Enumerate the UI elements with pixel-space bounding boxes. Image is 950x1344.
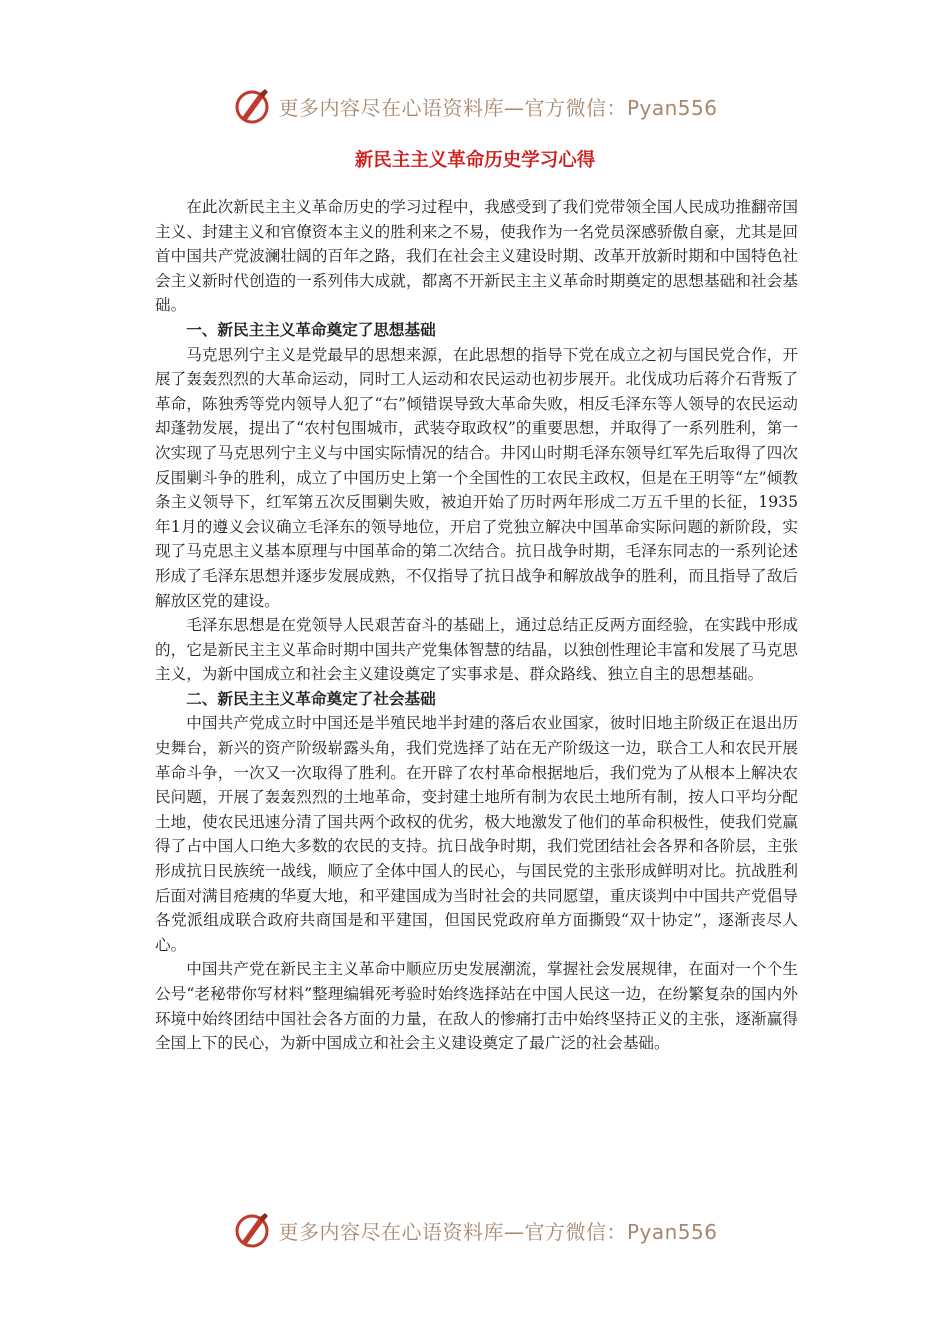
paragraph: 马克思列宁主义是党最早的思想来源，在此思想的指导下党在成立之初与国民党合作，开展了轰轰烈烈的大革命运动，同时工人运动和农民运动也初步展开。北伐成功后蒋介石背叛了革命，陈独秀等党内领导人犯了“右”倾错误导致大革命失败，相反毛泽东等人领导的农民运动却蓬勃发展，提出了“农村包围城市，武装夺取政权”的重要思想，并取得了一系列胜利，第一次实现了马克思列宁主义与中国实际情况的结合。井冈山时期毛泽东领导红军先后取得了四次反围剿斗争的胜利，成立了中国历史上第一个全国性的工农民主政权，但是在王明等“左”倾教条主义领导下，红军第五次反围剿失败，被迫开始了历时两年形成二万五千里的长征，1935年1月的遵义会议确立毛泽东的领导地位，开启了党独立解决中国革命实际问题的新阶段，实现了马克思主义基本原理与中国革命的第二次结合。抗日战争时期，毛泽东同志的一系列论述形成了毛泽东思想并逐步发展成熟，不仅指导了抗日战争和解放战争的胜利，而且指导了敌后解放区党的建设。 [155, 345, 798, 610]
watermark-text: 更多内容尽在心语资料库—官方微信：Pyan556 [278, 1219, 718, 1244]
paragraph: 中国共产党成立时中国还是半殖民地半封建的落后农业国家，彼时旧地主阶级正在退出历史舞台，新兴的资产阶级崭露头角，我们党选择了站在无产阶级这一边，联合工人和农民开展革命斗争，一次又一次取得了胜利。在开辟了农村革命根据地后，我们党为了从根本上解决农民问题，开展了轰轰烈烈的土地革命，变封建土地所有制为农民土地所有制，按人口平均分配土地，使农民迅速分清了国共两个政权的优劣，极大地激发了他们的革命积极性，使我们党赢得了占中国人口绝大多数的农民的支持。抗日战争时期，我们党团结社会各界和各阶层，主张形成抗日民族统一战线，顺应了全体中国人的民心，与国民党的主张形成鲜明对比。抗战胜利后面对满目疮痍的华夏大地，和平建国成为当时社会的共同愿望，重庆谈判中中国共产党倡导各党派组成联合政府共商国是和平建国，但国民党政府单方面撕毁“双十协定”，逐渐丧尽人心。 [155, 714, 798, 954]
pen-nib-logo-icon [232, 1210, 272, 1250]
pen-nib-logo-icon [232, 86, 272, 126]
paragraph: 中国共产党在新民主主义革命中顺应历史发展潮流，掌握社会发展规律，在面对一个个生公号“老秘带你写材料”整理编辑死考验时始终选择站在中国人民这一边，在纷繁复杂的国内外环境中始终团结中国社会各方面的力量，在敌人的惨痛打击中始终坚持正义的主张，逐渐赢得全国上下的民心，为新中国成立和社会主义建设奠定了最广泛的社会基础。 [155, 960, 798, 1053]
section-heading-2: 二、新民主主义革命奠定了社会基础 [186, 689, 436, 708]
paragraph-intro: 在此次新民主主义革命历史的学习过程中，我感受到了我们党带领全国人民成功推翻帝国主义、封建主义和官僚资本主义的胜利来之不易，使我作为一名党员深感骄傲自豪，尤其是回首中国共产党波澜壮阔的百年之路，我们在社会主义建设时期、改革开放新时期和中国特色社会主义新时代创造的一系列伟大成就，都离不开新民主主义革命时期奠定的思想基础和社会基础。 [155, 198, 798, 315]
header-watermark-banner [0, 82, 950, 130]
paragraph: 毛泽东思想是在党领导人民艰苦奋斗的基础上，通过总结正反两方面经验，在实践中形成的，它是新民主主义革命时期中国共产党集体智慧的结晶，以独创性理论丰富和发展了马克思主义，为新中国成立和社会主义建设奠定了实事求是、群众路线、独立自主的思想基础。 [155, 616, 798, 684]
document-title: 新民主主义革命历史学习心得 [354, 150, 596, 171]
watermark-text: 更多内容尽在心语资料库—官方微信：Pyan556 [278, 95, 718, 120]
section-heading-1: 一、新民主主义革命奠定了思想基础 [186, 320, 436, 339]
document-body [155, 195, 798, 1056]
footer-watermark-banner [0, 1206, 950, 1254]
